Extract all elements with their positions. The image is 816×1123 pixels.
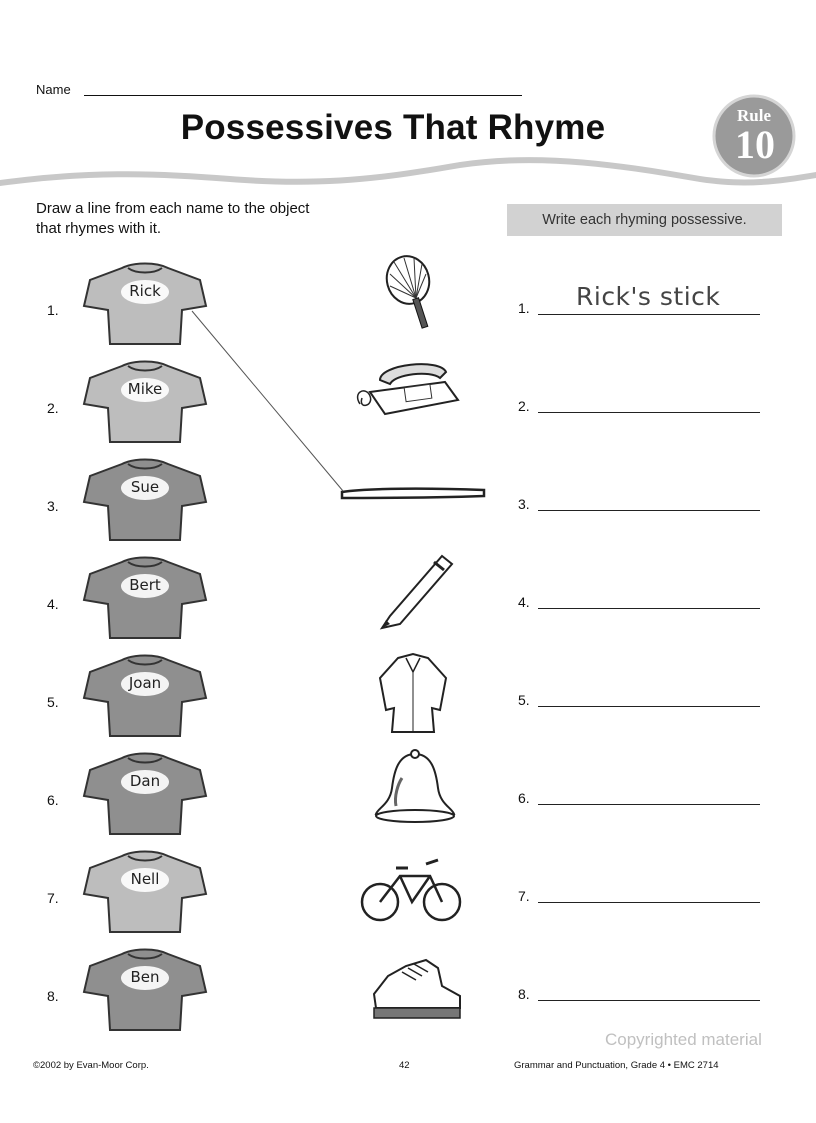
footer-page-number: 42 [399, 1060, 410, 1071]
row-number: 3. [47, 498, 59, 514]
answer-number: 1. [518, 300, 530, 316]
instructions-left [36, 199, 396, 239]
shirt-name-label: Sue [130, 478, 160, 496]
name-input-line[interactable] [84, 95, 522, 96]
answer-number: 4. [518, 594, 530, 610]
answer-number: 7. [518, 888, 530, 904]
shirt-name-label: Bert [129, 576, 161, 594]
answer-input-line[interactable] [538, 706, 760, 707]
shirt-name-label: Ben [130, 968, 160, 986]
rule-badge [706, 90, 802, 186]
row-number: 1. [47, 302, 59, 318]
handwritten-answer: Rick's stick [576, 282, 721, 311]
header-wave-divider [0, 140, 816, 190]
instructions-left-line2: that rhymes with it. [36, 220, 162, 237]
answer-number: 5. [518, 692, 530, 708]
answer-input-line[interactable] [538, 1000, 760, 1001]
answer-input-line[interactable] [538, 314, 760, 315]
answer-input-line[interactable] [538, 412, 760, 413]
answer-number: 2. [518, 398, 530, 414]
tshirt-icon[interactable] [82, 652, 208, 740]
tshirt-icon[interactable] [82, 358, 208, 446]
bell-icon[interactable] [370, 748, 460, 833]
tshirt-icon[interactable] [82, 750, 208, 838]
row-number: 4. [47, 596, 59, 612]
bicycle-icon[interactable] [356, 848, 466, 933]
row-number: 6. [47, 792, 59, 808]
row-number: 5. [47, 694, 59, 710]
shirt-name-label: Dan [129, 772, 161, 790]
instructions-right-box: Write each rhyming possessive. [507, 204, 782, 236]
row-number: 2. [47, 400, 59, 416]
shirt-name-label: Joan [128, 674, 162, 692]
badge-word: Rule [737, 106, 771, 125]
badge-number: 10 [735, 122, 775, 167]
tshirt-icon[interactable] [82, 260, 208, 348]
telephone-icon[interactable] [350, 352, 470, 427]
stick-icon[interactable] [338, 482, 488, 511]
shirt-name-label: Mike [127, 380, 163, 398]
copyright-watermark: Copyrighted material [605, 1030, 762, 1049]
answer-input-line[interactable] [538, 804, 760, 805]
row-number: 8. [47, 988, 59, 1004]
answer-number: 3. [518, 496, 530, 512]
footer-book-info: Grammar and Punctuation, Grade 4 • EMC 2714 [514, 1060, 719, 1071]
page-title: Possessives That Rhyme [180, 108, 606, 147]
answer-number: 8. [518, 986, 530, 1002]
answer-input-line[interactable] [538, 902, 760, 903]
shirt-name-label: Nell [130, 870, 160, 888]
tshirt-icon[interactable] [82, 456, 208, 544]
pen-icon[interactable] [372, 546, 462, 641]
tshirt-icon[interactable] [82, 554, 208, 642]
name-label: Name [36, 82, 71, 97]
sneaker-icon[interactable] [366, 946, 466, 1031]
instructions-left-line1: Draw a line from each name to the object [36, 200, 310, 217]
answer-input-line[interactable] [538, 510, 760, 511]
fan-icon[interactable] [378, 252, 448, 337]
tshirt-icon[interactable] [82, 848, 208, 936]
footer-copyright: ©2002 by Evan-Moor Corp. [33, 1060, 149, 1071]
answer-number: 6. [518, 790, 530, 806]
answer-input-line[interactable] [538, 608, 760, 609]
row-number: 7. [47, 890, 59, 906]
shirt-name-label: Rick [129, 282, 161, 300]
tshirt-icon[interactable] [82, 946, 208, 1034]
shirt-icon[interactable] [368, 648, 458, 743]
